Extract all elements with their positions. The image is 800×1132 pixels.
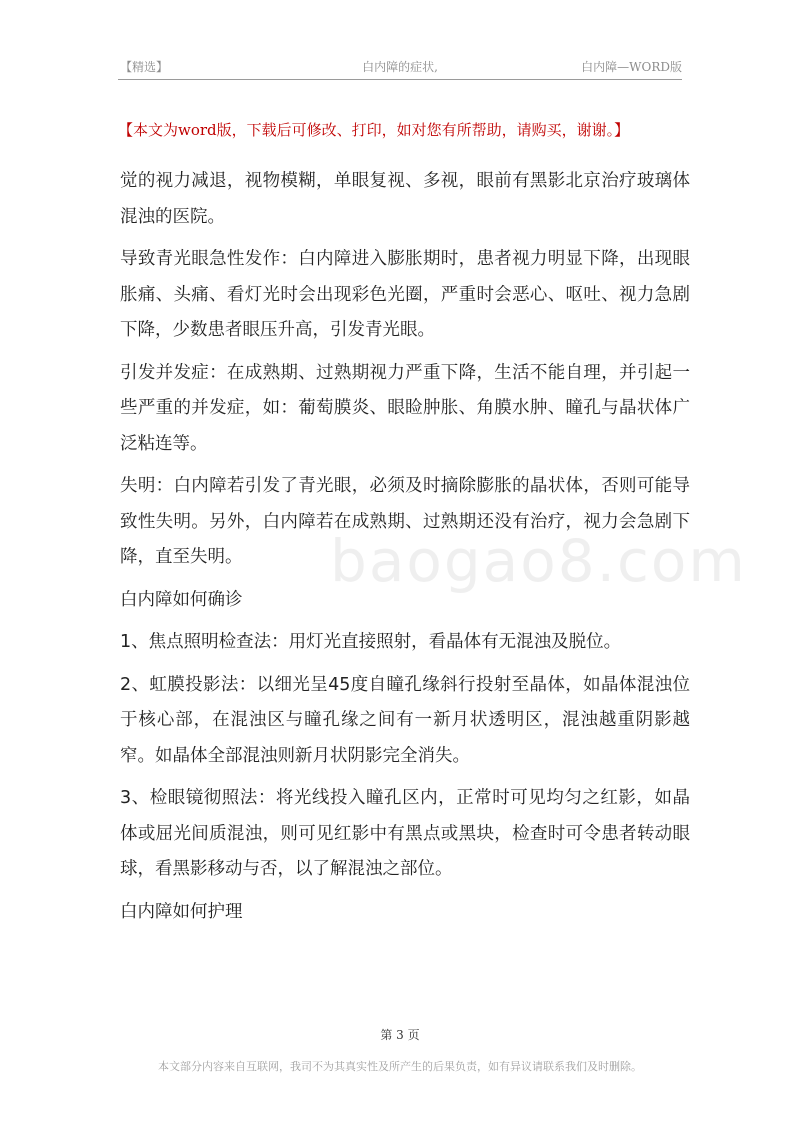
paragraph: 3、检眼镜彻照法：将光线投入瞳孔区内，正常时可见均匀之红影，如晶体或屈光间质混浊，则可见红影中有黑点或黑块，检查时可令患者转动眼球，看黑影移动与否，以了解混浊之部位。 [120,788,690,879]
page-number: 第 3 页 [380,1028,420,1042]
watermark: baogao8.com [330,527,747,595]
document-body [120,164,690,937]
section-heading: 白内障如何确诊 [120,589,243,610]
paragraph: 导致青光眼急性发作：白内障进入膨胀期时，患者视力明显下降，出现眼胀痛、头痛、看灯光时会出现彩色光圈，严重时会恶心、呕吐、视力急剧下降，少数患者眼压升高，引发青光眼。 [120,249,690,340]
header-left-label: 【精选】 [120,60,169,74]
paragraph: 1、焦点照明检查法：用灯光直接照射，看晶体有无混浊及脱位。 [120,632,622,652]
header-right-label: 白内障—WORD版 [581,60,682,74]
paragraph: 失明：白内障若引发了青光眼，必须及时摘除膨胀的晶状体，否则可能导致性失明。另外，白内障若在成熟期、过熟期还没有治疗，视力会急剧下降，直至失明。 [120,476,690,567]
page-header [118,58,682,78]
paragraph: 2、虹膜投影法：以细光呈45度自瞳孔缘斜行投射至晶体，如晶体混浊位于核心部，在混浊区与瞳孔缘之间有一新月状透明区，混浊越重阴影越窄。如晶体全部混浊则新月状阴影完全消失。 [120,674,690,766]
header-title: 白内障的症状, [362,60,438,74]
paragraph: 引发并发症：在成熟期、过熟期视力严重下降，生活不能自理，并引起一些严重的并发症，如：葡萄膜炎、眼睑肿胀、角膜水肿、瞳孔与晶状体广泛粘连等。 [120,362,690,454]
header-divider [118,79,682,80]
paragraph: 觉的视力减退，视物模糊，单眼复视、多视，眼前有黑影北京治疗玻璃体混浊的医院。 [120,171,690,227]
download-notice: 【本文为word版，下载后可修改、打印，如对您有所帮助，请购买，谢谢。】 [118,121,630,139]
footer-disclaimer: 本文部分内容来自互联网，我司不为其真实性及所产生的后果负责，如有异议请联系我们及时删除。 [158,1060,642,1073]
section-heading: 白内障如何护理 [120,901,243,922]
